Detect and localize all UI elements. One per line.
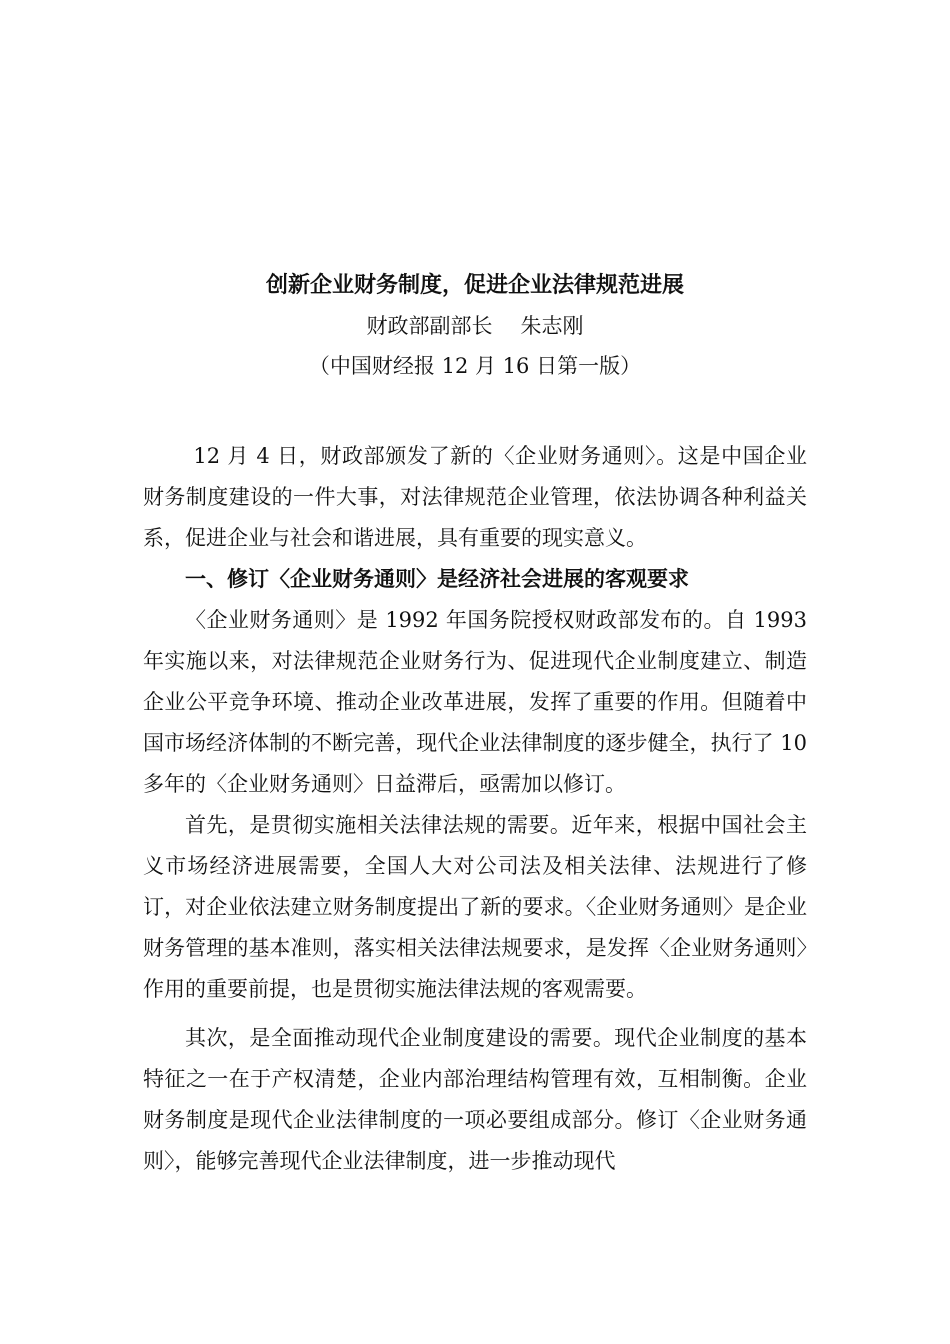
paragraph-first-reason: 首先，是贯彻实施相关法律法规的需要。近年来，根据中国社会主义市场经济进展需要，全国人大对公司法及相关法律、法规进行了修订，对企业依法建立财务制度提出了新的要求。〈企业财务通则〉是企业财务管理的基本准则，落实相关法律法规要求，是发挥〈企业财务通则〉作用的重要前提，也是贯彻实施法律法规的客观需要。: [143, 813, 807, 1001]
paragraph-background: 〈企业财务通则〉是 1992 年国务院授权财政部发布的。自 1993 年实施以来，对法律规范企业财务行为、促进现代企业制度建立、制造企业公平竞争环境、推动企业改革进展，发挥了重要的作用。但随着中国市场经济体制的不断完善，现代企业法律制度的逐步健全，执行了 10 多年的〈企业财务通则〉日益滞后，亟需加以修订。: [143, 608, 807, 796]
section-heading: 一、修订〈企业财务通则〉是经济社会进展的客观要求: [185, 567, 689, 591]
author-name: 朱志刚: [520, 314, 584, 338]
document-title: 创新企业财务制度，促进企业法律规范进展: [265, 273, 684, 298]
paragraph-second-reason: 其次，是全面推动现代企业制度建设的需要。现代企业制度的基本特征之一在于产权清楚，企业内部治理结构管理有效，互相制衡。企业财务制度是现代企业法律制度的一项必要组成部分。修订〈企业财务通则〉，能够完善现代企业法律制度，进一步推动现代: [143, 1026, 807, 1173]
source-line: （中国财经报 12 月 16 日第一版）: [308, 354, 642, 378]
document-header: [143, 266, 807, 386]
article-body: [143, 436, 807, 1182]
author-line: [143, 306, 807, 346]
paragraph-intro: 12 月 4 日，财政部颁发了新的〈企业财务通则〉。这是中国企业财务制度建设的一件大事，对法律规范企业管理，依法协调各种利益关系，促进企业与社会和谐进展，具有重要的现实意义。: [143, 444, 807, 550]
author-role: 财政部副部长: [366, 314, 493, 338]
